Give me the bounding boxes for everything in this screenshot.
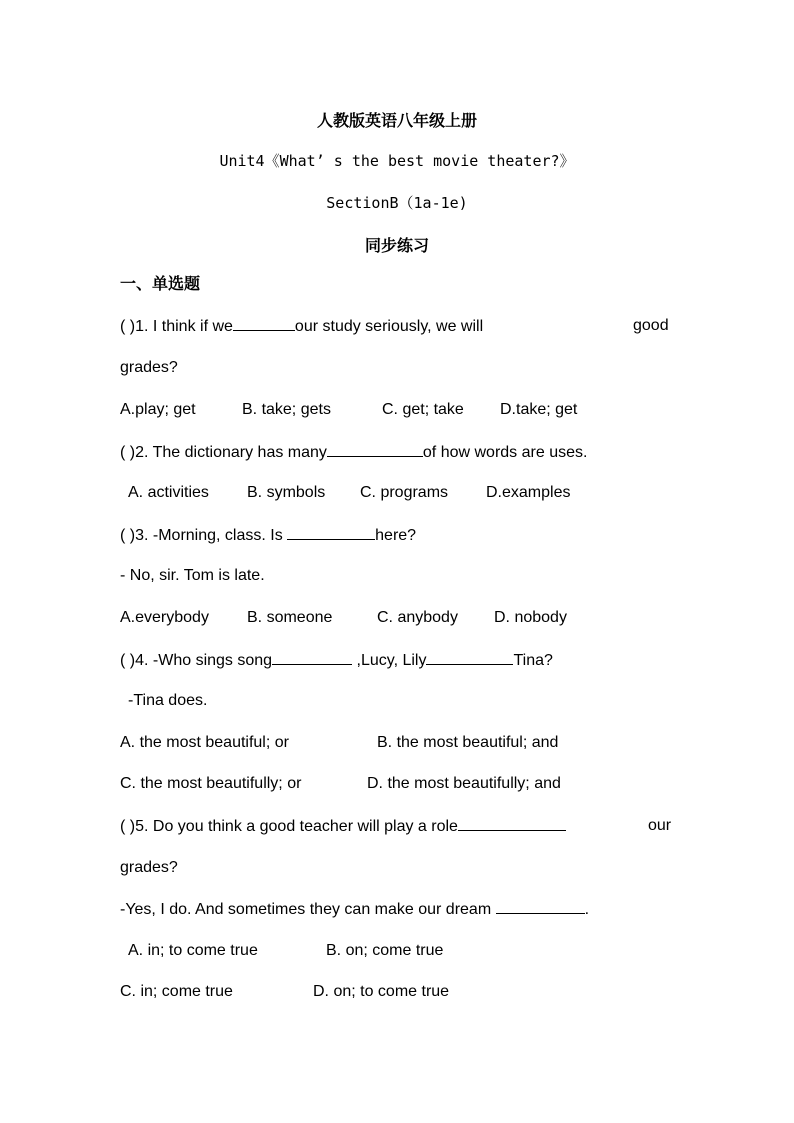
question-2-option-a: A. activities xyxy=(128,484,209,501)
section-heading: 一、单选题 xyxy=(120,274,201,293)
question-1-stem-end: good xyxy=(633,317,669,334)
question-4-blank-1 xyxy=(272,650,352,665)
question-5-stem-end: our xyxy=(648,817,672,834)
section-label: SectionB（1a-1e) xyxy=(326,194,468,212)
question-4-option-d: D. the most beautifully; and xyxy=(367,775,561,792)
question-1-option-b: B. take; gets xyxy=(242,401,331,418)
question-2-stem-start: ( )2. The dictionary has many xyxy=(120,444,327,461)
question-4-option-a: A. the most beautiful; or xyxy=(120,734,289,751)
question-1-stem-start: ( )1. I think if we xyxy=(120,318,233,335)
question-4-reply: -Tina does. xyxy=(128,692,208,709)
question-5-option-d: D. on; to come true xyxy=(313,983,450,1000)
question-5-option-b: B. on; come true xyxy=(326,942,444,959)
question-5-reply-start: -Yes, I do. And sometimes they can make our dream xyxy=(120,901,496,918)
question-4-stem-mid: ,Lucy, Lily xyxy=(352,652,427,669)
question-5-stem-start: ( )5. Do you think a good teacher will play a role xyxy=(120,818,458,835)
question-3-stem-end: here? xyxy=(375,527,417,544)
question-2-stem-end: of how words are uses. xyxy=(422,444,588,461)
question-3-reply: - No, sir. Tom is late. xyxy=(120,567,265,584)
question-2-option-d: D.examples xyxy=(486,484,571,501)
worksheet-title: 人教版英语八年级上册 xyxy=(316,111,477,130)
question-3-option-c: C. anybody xyxy=(377,609,458,626)
question-1-stem-continued: grades? xyxy=(120,359,178,376)
question-5-stem xyxy=(120,816,566,837)
question-1-stem xyxy=(120,316,483,337)
question-4-stem-start: ( )4. -Who sings song xyxy=(120,652,273,669)
question-3-option-a: A.everybody xyxy=(120,609,209,626)
question-5-stem-continued: grades? xyxy=(120,859,178,876)
question-2-option-b: B. symbols xyxy=(247,484,326,501)
question-2-blank xyxy=(327,442,423,457)
question-1-blank-1 xyxy=(233,316,295,331)
question-4-option-b: B. the most beautiful; and xyxy=(377,734,559,751)
question-5-option-a: A. in; to come true xyxy=(128,942,258,959)
question-1-option-a: A.play; get xyxy=(120,401,196,418)
question-4-blank-2 xyxy=(426,650,513,665)
question-2-option-c: C. programs xyxy=(360,484,449,501)
question-5-blank-1 xyxy=(458,816,566,831)
question-3-stem-start: ( )3. -Morning, class. Is xyxy=(120,527,288,544)
question-3-blank xyxy=(287,525,375,540)
question-5-reply-end: . xyxy=(584,901,590,918)
unit-title: Unit4《What’ s the best movie theater?》 xyxy=(219,152,575,170)
question-3-stem xyxy=(120,525,416,546)
question-1-option-c: C. get; take xyxy=(382,401,464,418)
question-2-stem xyxy=(120,442,587,463)
exercise-subtitle: 同步练习 xyxy=(364,236,429,255)
question-4-option-c: C. the most beautifully; or xyxy=(120,775,302,792)
question-4-stem-end: Tina? xyxy=(513,652,553,669)
question-4-stem xyxy=(120,650,553,671)
question-5-blank-2 xyxy=(496,899,585,914)
question-3-option-d: D. nobody xyxy=(494,609,567,626)
question-3-option-b: B. someone xyxy=(247,609,333,626)
question-5-option-c: C. in; come true xyxy=(120,983,233,1000)
question-1-option-d: D.take; get xyxy=(500,401,578,418)
question-5-reply xyxy=(120,899,589,920)
question-1-stem-mid: our study seriously, we will xyxy=(294,318,484,335)
